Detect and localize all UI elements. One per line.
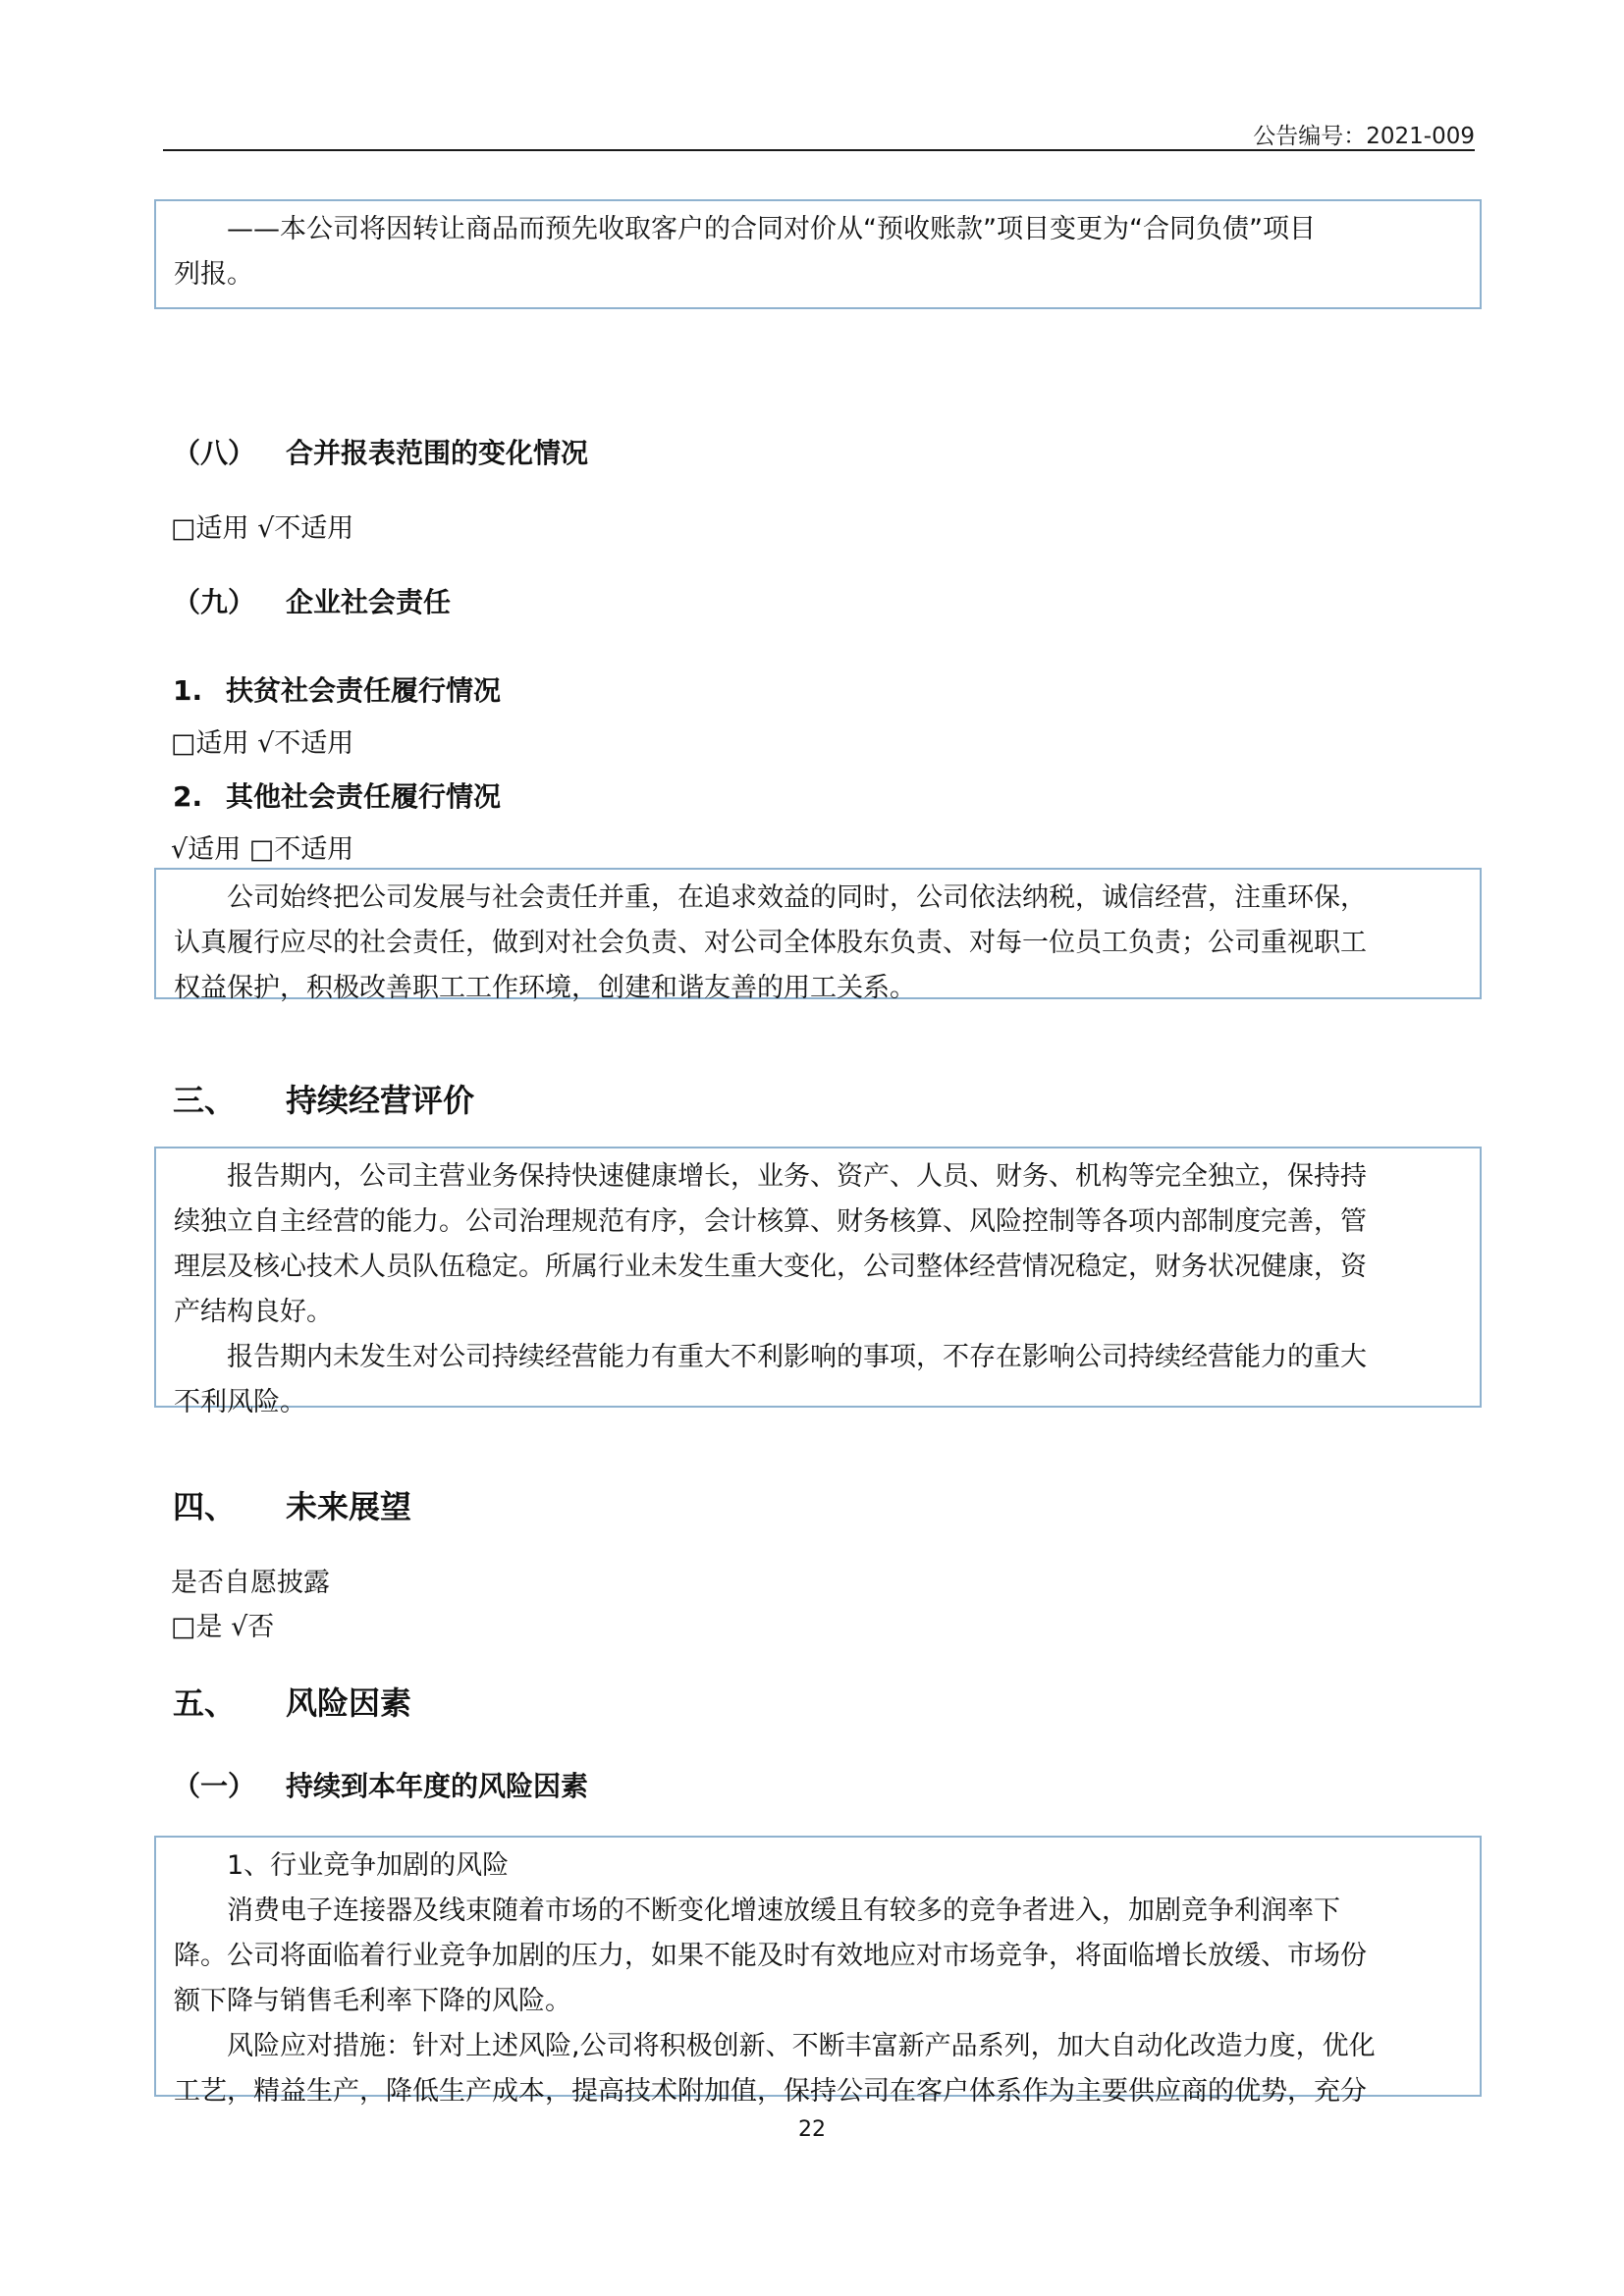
item-number: 2. xyxy=(173,780,203,813)
paragraph-line: 降。公司将面临着行业竞争加剧的压力，如果不能及时有效地应对市场竞争，将面临增长放缓、市场份 xyxy=(174,1941,1367,1971)
paragraph-line: 报告期内，公司主营业务保持快速健康增长，业务、资产、人员、财务、机构等完全独立，保持持 xyxy=(227,1161,1367,1192)
section-number: （八） xyxy=(173,437,256,469)
social-responsibility-box xyxy=(154,868,1482,1003)
section-title: 持续经营评价 xyxy=(286,1082,475,1119)
header-divider xyxy=(163,149,1475,151)
section-number: 五、 xyxy=(173,1684,237,1722)
paragraph-line: 公司始终把公司发展与社会责任并重，在追求效益的同时，公司依法纳税，诚信经营，注重环保， xyxy=(227,882,1367,913)
paragraph-line: 产结构良好。 xyxy=(174,1297,333,1327)
section-title: 持续到本年度的风险因素 xyxy=(286,1770,589,1802)
section-heading-5 xyxy=(173,1679,411,1724)
section-heading-4 xyxy=(173,1482,411,1527)
section-heading-9 xyxy=(173,581,451,620)
paragraph-line: 风险应对措施：针对上述风险,公司将积极创新、不断丰富新产品系列，加大自动化改造力度，优化 xyxy=(227,2031,1376,2061)
section-title: 合并报表范围的变化情况 xyxy=(286,437,589,469)
paragraph-line: 消费电子连接器及线束随着市场的不断变化增速放缓且有较多的竞争者进入，加剧竞争利润率下 xyxy=(227,1896,1340,1926)
announcement-number: 公告编号：2021-009 xyxy=(1253,124,1475,149)
page-number: 22 xyxy=(798,2117,826,2142)
paragraph-line: 报告期内未发生对公司持续经营能力有重大不利影响的事项，不存在影响公司持续经营能力的重大 xyxy=(227,1342,1367,1372)
paragraph-line: 认真履行应尽的社会责任，做到对社会负责、对公司全体股东负责、对每一位员工负责；公司重视职工 xyxy=(174,928,1367,958)
voluntary-disclosure-question: 是否自愿披露 xyxy=(171,1568,330,1598)
section-number: （一） xyxy=(173,1770,256,1802)
item-heading-1 xyxy=(173,669,501,709)
paragraph-line: 理层及核心技术人员队伍稳定。所属行业未发生重大变化，公司整体经营情况稳定，财务状况健康，资 xyxy=(174,1252,1367,1282)
paragraph-line: 工艺，精益生产，降低生产成本，提高技术附加值，保持公司在客户体系作为主要供应商的优势，充分 xyxy=(174,2076,1367,2107)
paragraph-line: 不利风险。 xyxy=(174,1387,306,1417)
paragraph-line: ——本公司将因转让商品而预先收取客户的合同对价从“预收账款”项目变更为“合同负债”项目 xyxy=(227,214,1316,244)
applicability-option: □适用 √不适用 xyxy=(171,728,354,759)
section-title: 未来展望 xyxy=(286,1488,412,1525)
disclosure-option: □是 √否 xyxy=(171,1612,275,1642)
going-concern-box xyxy=(154,1147,1482,1417)
paragraph-line: 权益保护，积极改善职工工作环境，创建和谐友善的用工关系。 xyxy=(174,973,916,1003)
applicability-option: √适用 □不适用 xyxy=(171,834,354,865)
applicability-option: □适用 √不适用 xyxy=(171,513,354,544)
section-heading-3 xyxy=(173,1076,474,1121)
paragraph-line: 额下降与销售毛利率下降的风险。 xyxy=(174,1986,571,2016)
item-title: 其他社会责任履行情况 xyxy=(226,780,502,813)
risk-subheading: 1、行业竞争加剧的风险 xyxy=(227,1850,510,1881)
risk-factors-box xyxy=(154,1836,1482,2107)
section-heading-5-1 xyxy=(173,1765,588,1804)
section-number: 四、 xyxy=(173,1488,237,1525)
item-number: 1. xyxy=(173,674,203,707)
contract-liability-box xyxy=(154,199,1482,309)
section-number: （九） xyxy=(173,586,256,618)
section-heading-8 xyxy=(173,432,588,471)
paragraph-line: 列报。 xyxy=(174,259,253,290)
section-title: 企业社会责任 xyxy=(286,586,452,618)
item-heading-2 xyxy=(173,775,501,815)
section-number: 三、 xyxy=(173,1082,237,1119)
section-title: 风险因素 xyxy=(286,1684,412,1722)
item-title: 扶贫社会责任履行情况 xyxy=(226,674,502,707)
paragraph-line: 续独立自主经营的能力。公司治理规范有序，会计核算、财务核算、风险控制等各项内部制度完善，管 xyxy=(174,1206,1367,1237)
